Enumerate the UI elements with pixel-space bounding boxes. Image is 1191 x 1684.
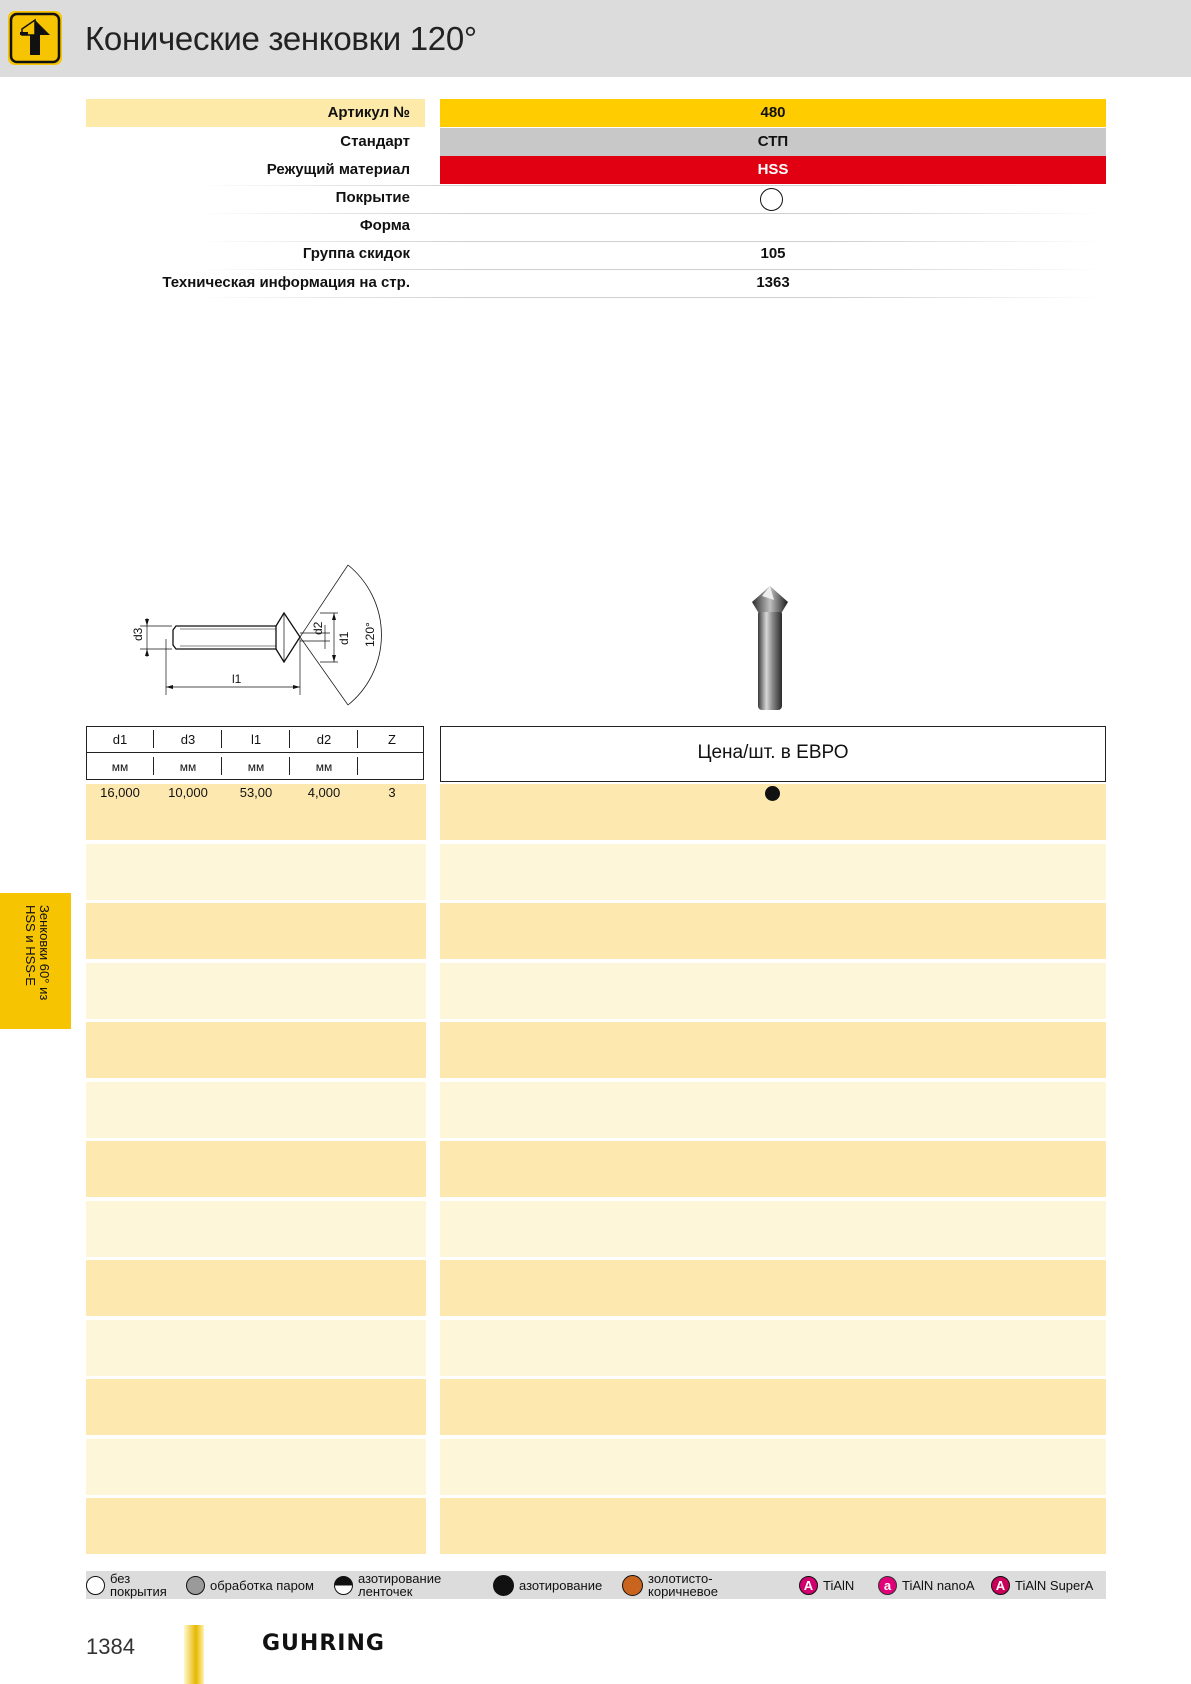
column-unit-d3: мм: [179, 760, 197, 774]
legend-label: коричневое: [648, 1584, 718, 1599]
legend-item-gold-brown: [622, 1571, 718, 1599]
price-row: [440, 903, 1106, 959]
legend-label: TiAlN nanoA: [902, 1577, 975, 1593]
divider: [195, 185, 1105, 186]
drawing-label-angle: 120°: [363, 622, 377, 647]
legend-item-tialn-nanoa: [878, 1571, 975, 1599]
gold-brown-icon: [622, 1575, 643, 1596]
table-row: [86, 1141, 426, 1197]
legend-label: азотирование: [358, 1571, 442, 1586]
price-row: [440, 1022, 1106, 1078]
price-header: Цена/шт. в ЕВРО: [697, 742, 849, 763]
price-row: [440, 1201, 1106, 1257]
table-row: [86, 1082, 426, 1138]
legend-label: ленточек: [358, 1584, 413, 1599]
table-row: [86, 1022, 426, 1078]
legend-label: покрытия: [110, 1584, 167, 1599]
countersink-technical-drawing: [110, 555, 400, 715]
column-header-d2: d2: [316, 732, 332, 747]
legend-label: TiAlN: [823, 1577, 855, 1593]
spec-value-discount-group: 105: [760, 245, 786, 262]
divider: [86, 752, 424, 753]
table-row: [86, 903, 426, 959]
drawing-label-d3: d3: [131, 627, 145, 641]
nitrided-icon: [493, 1575, 514, 1596]
price-row: [440, 1082, 1106, 1138]
side-tab-line-2: HSS и HSS-E: [23, 905, 38, 986]
spec-label-tech-info: Техническая информация на стр.: [162, 274, 410, 291]
drawing-label-d1: d1: [337, 631, 351, 645]
spec-value-material: HSS: [757, 161, 789, 178]
page-title: Конические зенковки 120°: [85, 20, 477, 57]
price-row: [440, 1439, 1106, 1495]
countersink-category-icon: [8, 11, 62, 65]
price-row: [440, 1320, 1106, 1376]
coating-legend: [86, 1571, 1106, 1599]
table-row: [86, 963, 426, 1019]
legend-label: TiAlN SuperA: [1015, 1577, 1094, 1593]
uncoated-circle-icon: [760, 188, 783, 211]
cell-l1: 53,00: [239, 785, 273, 800]
column-header-d1: d1: [112, 732, 128, 747]
table-row: [86, 844, 426, 900]
price-row: [440, 844, 1106, 900]
divider: [195, 213, 1105, 214]
spec-label-coating: Покрытие: [335, 189, 410, 206]
table-row: [86, 1260, 426, 1316]
price-row: [440, 1260, 1106, 1316]
legend-item-nitrided: [493, 1571, 602, 1599]
table-row: [86, 1201, 426, 1257]
divider: [195, 241, 1105, 242]
table-row: [86, 1379, 426, 1435]
spec-label-discount-group: Группа скидок: [302, 245, 410, 262]
column-unit-d2: мм: [315, 760, 333, 774]
spec-value-standard: СТП: [757, 133, 789, 150]
legend-label: обработка паром: [210, 1577, 314, 1593]
price-row: [440, 1379, 1106, 1435]
legend-item-land-nitrided: [334, 1571, 441, 1599]
legend-item-tialn: [799, 1571, 854, 1599]
divider: [195, 297, 1105, 298]
cell-d2: 4,000: [307, 785, 341, 800]
column-header-z: Z: [388, 732, 396, 747]
legend-label: без: [110, 1571, 131, 1586]
footer-accent-bar: [184, 1625, 204, 1684]
spec-label-article: Артикул №: [327, 104, 410, 121]
legend-item-steam: [186, 1571, 314, 1599]
column-header-l1: l1: [250, 732, 262, 747]
legend-label: золотисто-: [648, 1571, 713, 1586]
table-row: [86, 1439, 426, 1495]
spec-label-standard: Стандарт: [340, 133, 410, 150]
nitrided-dot-icon: [765, 786, 780, 801]
side-tab-line-1: Зенковки 60° из: [37, 905, 52, 1001]
column-header-d3: d3: [180, 732, 196, 747]
table-row: [86, 1498, 426, 1554]
cell-z: 3: [388, 785, 396, 800]
drawing-label-d2: d2: [311, 621, 325, 635]
cell-d1: 16,000: [100, 785, 140, 800]
legend-label: азотирование: [519, 1577, 603, 1593]
tialn-badge-icon: A: [799, 1576, 818, 1595]
column-unit-d1: мм: [111, 760, 129, 774]
price-row: [440, 1498, 1106, 1554]
table-row: [86, 1320, 426, 1376]
legend-item-uncoated: [86, 1571, 167, 1599]
spec-label-form: Форма: [359, 217, 410, 234]
spec-value-article: 480: [760, 104, 786, 121]
cell-d3: 10,000: [168, 785, 208, 800]
spec-label-material: Режущий материал: [266, 161, 410, 178]
section-side-tab[interactable]: [0, 893, 71, 1029]
tialn-supera-badge-icon: A: [991, 1576, 1010, 1595]
countersink-product-image: [740, 580, 800, 715]
spec-value-tech-info: 1363: [756, 274, 790, 291]
drawing-label-l1: l1: [232, 672, 242, 686]
uncoated-icon: [86, 1576, 105, 1595]
column-unit-l1: мм: [247, 760, 265, 774]
divider: [195, 269, 1105, 270]
tialn-nanoa-badge-icon: a: [878, 1576, 897, 1595]
brand-logo: GUHRING: [262, 1631, 385, 1656]
steam-treated-icon: [186, 1576, 205, 1595]
land-nitrided-icon: [334, 1576, 353, 1595]
page-number: 1384: [86, 1634, 135, 1659]
price-row: [440, 963, 1106, 1019]
legend-item-tialn-supera: [991, 1571, 1093, 1599]
price-row: [440, 1141, 1106, 1197]
